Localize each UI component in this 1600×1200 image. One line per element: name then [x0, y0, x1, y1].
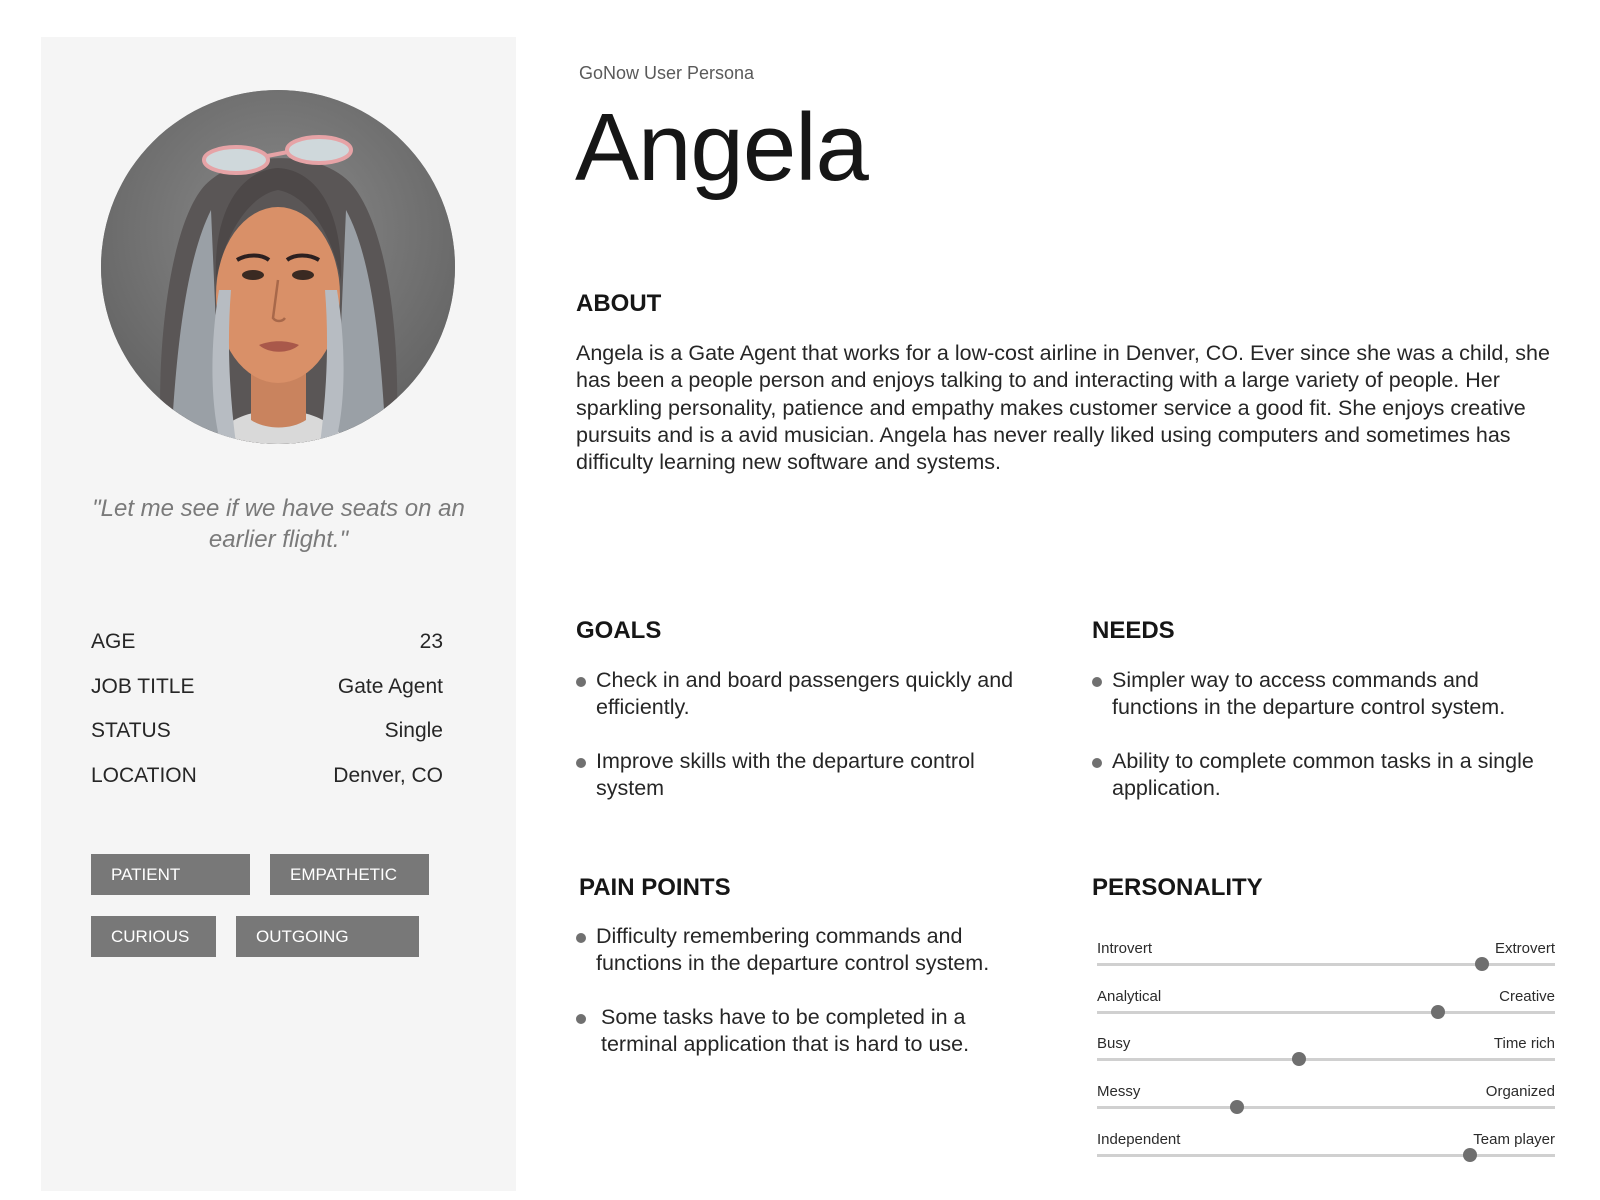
bullet-icon: [576, 933, 586, 943]
pain-points-heading: PAIN POINTS: [579, 874, 731, 901]
needs-heading: NEEDS: [1092, 617, 1175, 644]
tag-patient: PATIENT: [91, 854, 250, 895]
goals-list: [576, 667, 1016, 828]
fact-location: [91, 754, 443, 799]
fact-label: AGE: [91, 630, 136, 654]
personality-sliders: [1097, 940, 1555, 1178]
trait-tags: [91, 854, 471, 978]
trait-slider: [1097, 988, 1555, 1036]
trait-slider: [1097, 1131, 1555, 1179]
list-item: [576, 748, 1016, 803]
list-item: [1092, 748, 1552, 803]
fact-value: Single: [384, 719, 443, 743]
fact-value: Denver, CO: [333, 764, 443, 788]
document-subtitle: GoNow User Persona: [579, 63, 755, 83]
goal-text: Improve skills with the departure control system: [596, 748, 975, 800]
profile-photo: [101, 90, 455, 444]
fact-age: [91, 620, 443, 665]
trait-right-label: Organized: [1485, 1083, 1555, 1101]
persona-quote: "Let me see if we have seats on an earlier flight.": [92, 495, 465, 553]
trait-slider: [1097, 1083, 1555, 1131]
demographics-list: [91, 620, 443, 798]
persona-name: Angela: [575, 94, 868, 201]
need-text: Simpler way to access commands and functions in the departure control system.: [1112, 668, 1506, 720]
fact-status: [91, 709, 443, 754]
tag-empathetic: EMPATHETIC: [270, 854, 429, 895]
about-heading: ABOUT: [576, 290, 662, 317]
bullet-icon: [576, 758, 586, 768]
trait-left-label: Introvert: [1097, 940, 1153, 957]
trait-right-label: Time rich: [1493, 1035, 1555, 1053]
goals-heading: GOALS: [576, 617, 662, 644]
fact-label: JOB TITLE: [91, 674, 195, 698]
personality-heading: PERSONALITY: [1092, 874, 1263, 901]
needs-list: [1092, 667, 1552, 828]
slider-knob: [1475, 957, 1489, 971]
slider-knob: [1230, 1100, 1244, 1114]
list-item: [576, 1004, 1036, 1059]
tag-row: [91, 854, 471, 895]
pain-point-text: Some tasks have to be completed in a terminal application that is hard to use.: [601, 1004, 970, 1056]
trait-left-label: Busy: [1097, 1035, 1131, 1053]
slider-knob: [1463, 1148, 1477, 1162]
slider-knob: [1431, 1005, 1445, 1019]
list-item: [1092, 667, 1552, 722]
bullet-icon: [1092, 758, 1102, 768]
trait-left-label: Analytical: [1097, 987, 1162, 1005]
bullet-icon: [1092, 677, 1102, 687]
bullet-icon: [576, 677, 586, 687]
goal-text: Check in and board passengers quickly and efficiently.: [596, 668, 1014, 720]
tag-row: [91, 916, 471, 957]
slider-track: [1097, 1106, 1555, 1109]
tag-outgoing: OUTGOING: [236, 916, 419, 957]
fact-label: STATUS: [91, 719, 171, 743]
slider-track: [1097, 1011, 1555, 1014]
about-text: Angela is a Gate Agent that works for a low-cost airline in Denver, CO. Ever since she was a child, she has been a people person and enjoys talking to and interacting with a large variety of people. Her sparkling personality, patience and empathy makes customer service a good fit. She enjoys creative pursuits and is a avid musician. Angela has never really liked using computers and sometimes has difficulty learning new software and systems.: [576, 341, 1550, 475]
trait-right-label: Extrovert: [1494, 940, 1555, 957]
fact-job-title: [91, 665, 443, 710]
fact-value: Gate Agent: [337, 674, 443, 698]
need-text: Ability to complete common tasks in a single application.: [1112, 748, 1534, 800]
pain-points-list: [576, 923, 1036, 1084]
trait-slider: [1097, 940, 1555, 988]
fact-label: LOCATION: [91, 764, 197, 788]
trait-right-label: Team player: [1473, 1130, 1555, 1148]
slider-knob: [1292, 1052, 1306, 1066]
portrait-illustration: [101, 90, 455, 444]
trait-right-label: Creative: [1499, 987, 1555, 1005]
bullet-icon: [576, 1014, 586, 1024]
profile-panel: [41, 37, 516, 1191]
trait-slider: [1097, 1035, 1555, 1083]
tag-curious: CURIOUS: [91, 916, 216, 957]
slider-track: [1097, 1154, 1555, 1157]
trait-left-label: Messy: [1097, 1083, 1141, 1101]
list-item: [576, 667, 1016, 722]
trait-left-label: Independent: [1097, 1130, 1181, 1148]
pain-point-text: Difficulty remembering commands and functions in the departure control system.: [596, 924, 990, 976]
slider-track: [1097, 1058, 1555, 1061]
fact-value: 23: [419, 630, 443, 654]
list-item: [576, 923, 1036, 978]
